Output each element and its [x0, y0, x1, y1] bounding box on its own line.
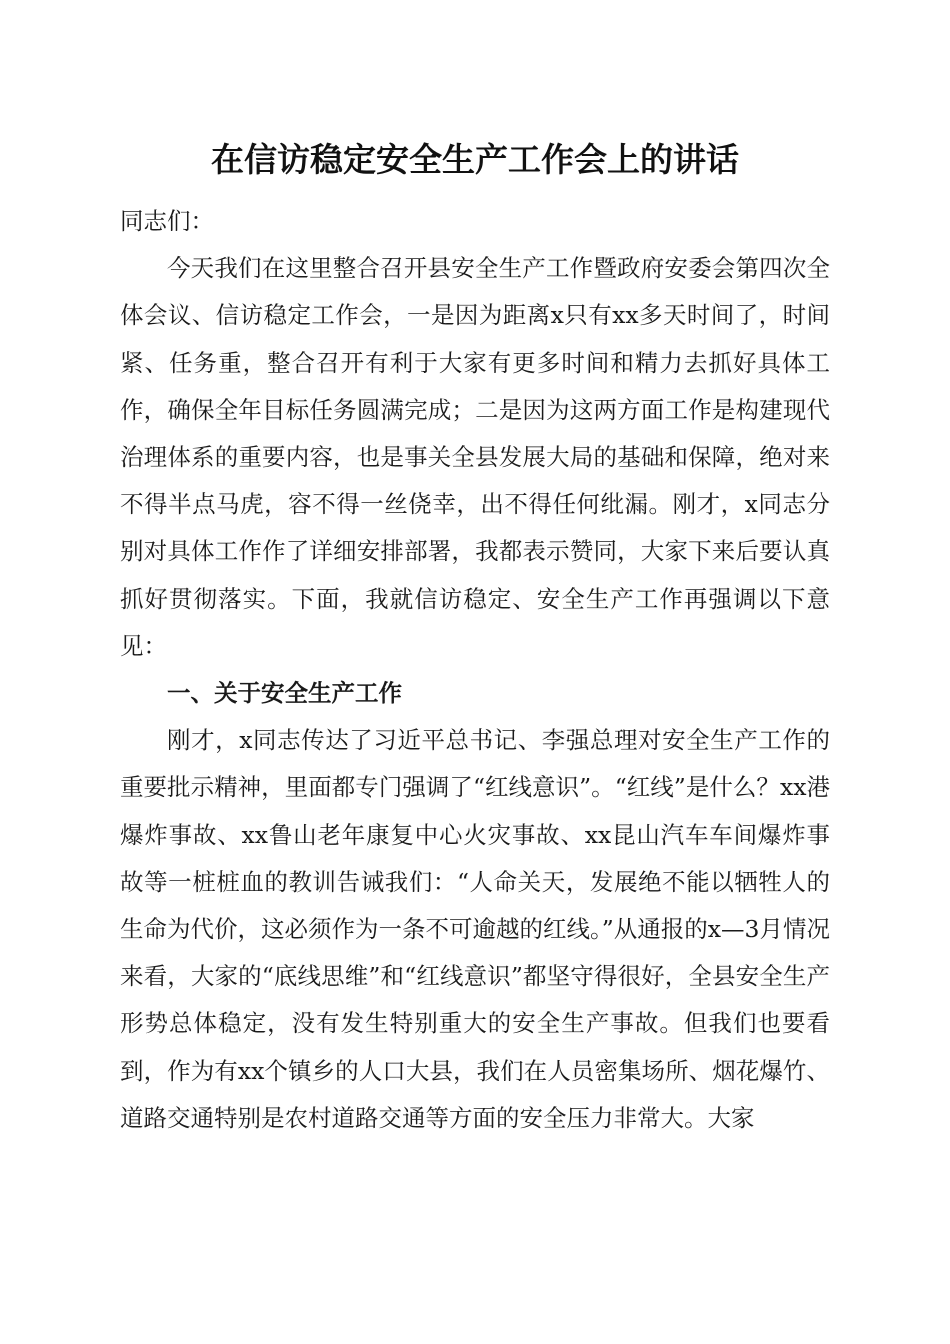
- paragraph-intro: 今天我们在这里整合召开县安全生产工作暨政府安委会第四次全体会议、信访稳定工作会，一是因为距离x只有xx多天时间了，时间紧、任务重，整合召开有利于大家有更多时间和精力去抓好具体工作，确保全年目标任务圆满完成；二是因为这两方面工作是构建现代治理体系的重要内容，也是事关全县发展大局的基础和保障，绝对来不得半点马虎，容不得一丝侥幸，出不得任何纰漏。刚才，x同志分别对具体工作作了详细安排部署，我都表示赞同，大家下来后要认真抓好贯彻落实。下面，我就信访稳定、安全生产工作再强调以下意见：: [120, 254, 830, 660]
- document-title: 在信访稳定安全生产工作会上的讲话: [211, 140, 739, 179]
- paragraph-section-1: 刚才，x同志传达了习近平总书记、李强总理对安全生产工作的重要批示精神，里面都专门强调了“红线意识”。“红线”是什么？xx港爆炸事故、xx鲁山老年康复中心火灾事故、xx昆山汽车车间爆炸事故等一桩桩血的教训告诫我们：“人命关天，发展绝不能以牺牲人的生命为代价，这必须作为一条不可逾越的红线。”从通报的x—3月情况来看，大家的“底线思维”和“红线意识”都坚守得很好，全县安全生产形势总体稳定，没有发生特别重大的安全生产事故。但我们也要看到，作为有xx个镇乡的人口大县，我们在人员密集场所、烟花爆竹、道路交通特别是农村道路交通等方面的安全压力非常大。大家: [120, 726, 830, 1132]
- document-body: [120, 198, 830, 1142]
- greeting: 同志们：: [120, 207, 214, 235]
- section-heading: 一、关于安全生产工作: [167, 679, 402, 708]
